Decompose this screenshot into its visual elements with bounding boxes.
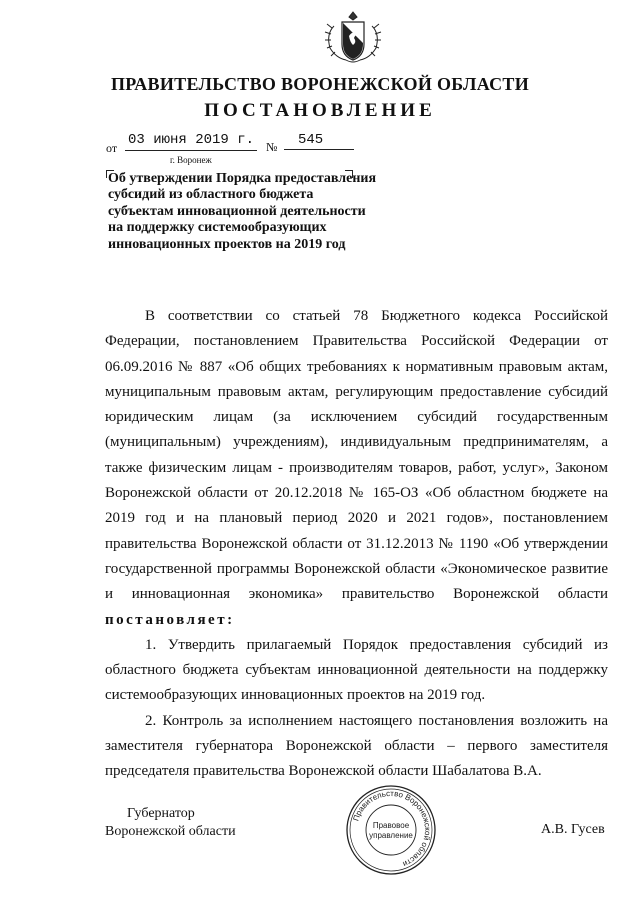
number-sign: №	[266, 140, 278, 154]
stamp-ring-text: Правительство Воронежской области	[351, 788, 433, 869]
preamble-paragraph: В соответствии со статьей 78 Бюджетного кодекса Российской Федерации, постановлением Правительства Российской Федерации от 06.09.2016 № 887 «Об общих требованиях к нормативным правовым актам, муниципальным правовым актам, регулирующим предоставление субсидий юридическим лицам (за исключением субсидий государственным (муниципальным) учреждениям), индивидуальным предпринимателям, а также физическим лицам - производителям товаров, работ, услуг», Законом Воронежской области от 20.12.2018 № 165-ОЗ «Об областном бюджете на 2019 год и на плановый период 2020 и 2021 годов», постановлением правительства Воронежской области от 31.12.2013 № 1190 «Об утверждении государственной программы Воронежской области «Экономическое развитие и инновационная экономика» правительство Воронежской области	[105, 308, 608, 603]
document-number: 545	[284, 132, 354, 150]
signatory-title-line-2: Воронежской области	[105, 824, 236, 839]
stamp-center-line-1: Правовое	[372, 821, 410, 830]
item-2-paragraph: 2. Контроль за исполнением настоящего постановления возложить на заместителя губернатора Воронежской области – первого заместителя председателя правительства Воронежской области Шабалатова В.А.	[105, 712, 608, 780]
signatory-name: А.В. Гусев	[541, 822, 605, 837]
government-name: ПРАВИТЕЛЬСТВО ВОРОНЕЖСКОЙ ОБЛАСТИ	[110, 74, 530, 94]
document-body	[105, 304, 608, 785]
date-prefix: от	[106, 141, 118, 155]
item-1-paragraph: 1. Утвердить прилагаемый Порядок предоставления субсидий из областного бюджета субъектам инновационной деятельности на поддержку системообразующих инновационных проектов на 2019 год.	[105, 636, 608, 704]
coat-of-arms-emblem	[322, 8, 384, 70]
document-date: 03 июня 2019 г.	[125, 132, 257, 151]
stamp-center-line-2: управление	[369, 831, 413, 840]
legal-department-stamp	[345, 784, 437, 876]
resolves-word: постановляет:	[105, 611, 235, 628]
city-label: г. Воронеж	[170, 155, 212, 165]
document-type: ПОСТАНОВЛЕНИЕ	[204, 100, 436, 121]
signatory-title-line-1: Губернатор	[127, 806, 195, 821]
signatory-title	[105, 805, 236, 841]
document-subject: Об утверждении Порядка предоставления субсидий из областного бюджета субъектам инновационной деятельности на поддержку системообразующих инновационных проектов на 2019 год	[108, 171, 377, 252]
